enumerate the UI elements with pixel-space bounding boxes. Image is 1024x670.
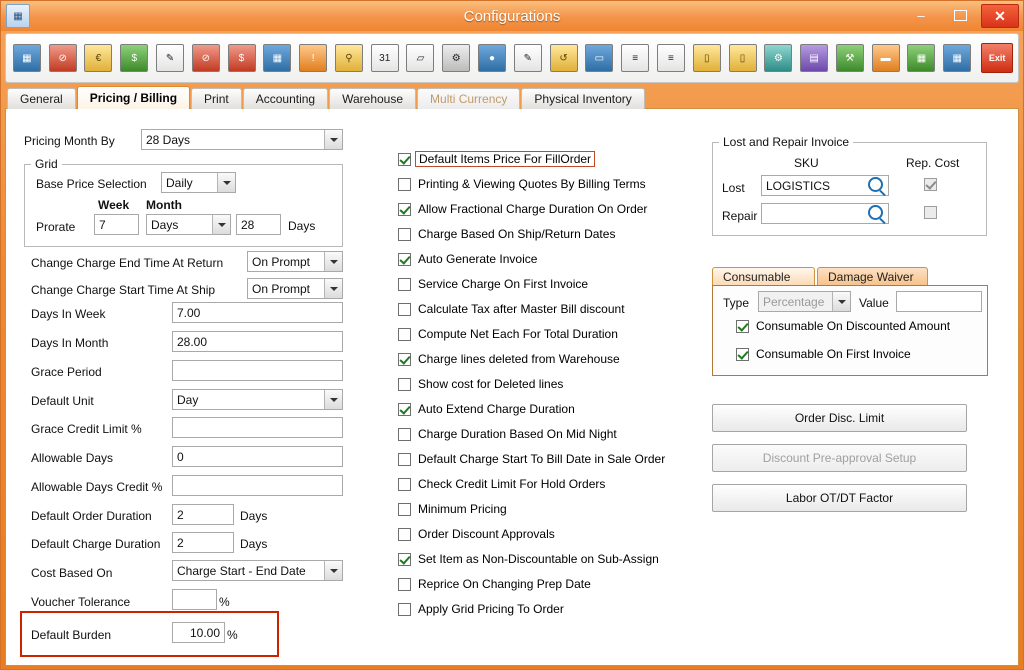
toolbar-button-labor[interactable]	[833, 37, 867, 79]
checkbox-allow-fractional-charge[interactable]	[398, 201, 647, 217]
cancel-icon: ⊘	[192, 44, 220, 72]
chevron-down-icon	[330, 398, 338, 402]
chevron-down-icon	[330, 260, 338, 264]
save-icon: ▦	[13, 44, 41, 72]
toolbar-button-report-search[interactable]	[654, 37, 688, 79]
report-search-icon: ≡	[657, 44, 685, 72]
toolbar-button-delete[interactable]	[46, 37, 80, 79]
card-icon: ▭	[585, 44, 613, 72]
calendar-icon: 31	[371, 44, 399, 72]
checkbox-indicator	[398, 428, 411, 441]
checkbox-label: Show cost for Deleted lines	[418, 377, 564, 391]
order-disc-limit-label: Order Disc. Limit	[794, 411, 885, 425]
change-charge-start-time-select[interactable]	[247, 278, 343, 299]
change-charge-end-time-select[interactable]	[247, 251, 343, 272]
document-alert-icon: !	[299, 44, 327, 72]
edit-icon: ✎	[156, 44, 184, 72]
checkbox-auto-generate-invoice[interactable]	[398, 251, 537, 267]
chevron-down-icon	[330, 287, 338, 291]
checkbox-indicator	[398, 578, 411, 591]
change-charge-start-time-value: On Prompt	[252, 282, 311, 296]
toolbar-button-table-blue[interactable]	[940, 37, 974, 79]
toolbar-button-color-wheel[interactable]	[475, 37, 509, 79]
default-unit-label: Default Unit	[31, 394, 94, 408]
days-in-month-input[interactable]: 28.00	[172, 331, 343, 352]
checkbox-indicator	[398, 378, 411, 391]
grace-credit-limit-label: Grace Credit Limit %	[31, 422, 142, 436]
checkbox-label: Auto Generate Invoice	[418, 252, 538, 266]
allowable-days-input[interactable]: 0	[172, 446, 343, 467]
checkbox-reprice-changing-prep-date[interactable]	[398, 576, 591, 592]
cost-based-on-select[interactable]	[172, 560, 343, 581]
tab-print[interactable]: Print	[191, 88, 242, 109]
checkbox-printing-viewing-quotes[interactable]	[398, 176, 646, 192]
lost-repair-invoice-legend: Lost and Repair Invoice	[723, 135, 850, 149]
checkbox-indicator	[398, 303, 411, 316]
toolbar-button-money[interactable]	[117, 37, 151, 79]
currency-icon: €	[84, 44, 112, 72]
default-unit-select[interactable]	[172, 389, 343, 410]
color-wheel-icon: ●	[478, 44, 506, 72]
sku-column-header: SKU	[794, 156, 819, 170]
checkbox-label: Consumable On Discounted Amount	[756, 319, 951, 333]
pricing-month-by-select[interactable]	[141, 129, 343, 150]
cost-based-on-label: Cost Based On	[31, 566, 113, 580]
labor-icon: ⚒	[836, 44, 864, 72]
tab-accounting[interactable]: Accounting	[243, 88, 328, 109]
change-charge-end-time-value: On Prompt	[252, 255, 311, 269]
checkbox-indicator	[398, 453, 411, 466]
labor-ot-dt-factor-button[interactable]	[712, 484, 967, 512]
labor-ot-dt-factor-label: Labor OT/DT Factor	[785, 491, 894, 505]
consumable-value-label: Value	[859, 296, 889, 310]
chevron-down-icon	[223, 181, 231, 185]
pricing-month-by-value: 28 Days	[146, 133, 191, 147]
checkbox-auto-extend-charge-duration[interactable]	[398, 401, 575, 417]
checkbox-show-cost-deleted-lines[interactable]	[398, 376, 563, 392]
chevron-down-icon	[330, 138, 338, 142]
checkbox-consumable-on-first-invoice[interactable]	[736, 346, 911, 362]
toolbar-button-paint[interactable]	[511, 37, 545, 79]
table-green-icon: ▦	[907, 44, 935, 72]
default-charge-duration-input[interactable]: 2	[172, 532, 234, 553]
checkbox-label: Charge Duration Based On Mid Night	[418, 427, 617, 441]
grace-credit-limit-input[interactable]	[172, 417, 343, 438]
toolbar-button-exit[interactable]	[980, 37, 1014, 79]
tab-damage-waiver[interactable]: Damage Waiver	[817, 267, 928, 286]
refresh-icon: ↺	[550, 44, 578, 72]
base-price-selection-label: Base Price Selection	[36, 177, 147, 191]
change-charge-start-time-label: Change Charge Start Time At Ship	[31, 283, 216, 297]
checkbox-label: Charge Based On Ship/Return Dates	[418, 227, 616, 241]
grace-period-input[interactable]	[172, 360, 343, 381]
clipboard-icon: ▤	[800, 44, 828, 72]
main-toolbar	[5, 33, 1019, 83]
checkbox-indicator	[736, 320, 749, 333]
default-burden-label: Default Burden	[31, 628, 112, 642]
lost-row-label: Lost	[722, 181, 745, 195]
checkbox-label: Minimum Pricing	[418, 502, 507, 516]
checkbox-indicator	[398, 328, 411, 341]
toolbar-button-scroll-doc[interactable]	[690, 37, 724, 79]
prorate-week-input[interactable]: 7	[94, 214, 139, 235]
toolbar-button-settings[interactable]	[439, 37, 473, 79]
consumable-value-input[interactable]	[896, 291, 982, 312]
briefcase-icon: ▬	[872, 44, 900, 72]
repair-row-label: Repair	[722, 209, 758, 223]
toolbar-button-ruler[interactable]	[404, 37, 438, 79]
allowable-days-credit-input[interactable]	[172, 475, 343, 496]
checkbox-label: Allow Fractional Charge Duration On Order	[418, 202, 648, 216]
toolbar-button-grid[interactable]	[260, 37, 294, 79]
checkbox-indicator	[398, 553, 411, 566]
toolbar-button-refresh[interactable]	[547, 37, 581, 79]
toolbar-button-currency[interactable]	[82, 37, 116, 79]
tab-pricing-billing[interactable]: Pricing / Billing	[77, 86, 190, 109]
pricing-billing-panel	[5, 108, 1019, 666]
tab-strip	[7, 87, 1019, 109]
close-button[interactable]: ✕	[981, 4, 1019, 28]
default-burden-unit: %	[227, 628, 238, 642]
checkbox-order-discount-approvals[interactable]	[398, 526, 555, 542]
checkbox-label: Order Discount Approvals	[418, 527, 555, 541]
default-order-duration-input[interactable]: 2	[172, 504, 234, 525]
checkbox-default-items-price[interactable]	[398, 151, 595, 167]
week-column-header: Week	[98, 198, 130, 212]
default-charge-duration-label: Default Charge Duration	[31, 537, 161, 551]
cost-based-on-value: Charge Start - End Date	[177, 564, 306, 578]
allowable-days-label: Allowable Days	[31, 451, 114, 465]
change-charge-end-time-label: Change Charge End Time At Return	[31, 256, 224, 270]
checkbox-label: Set Item as Non-Discountable on Sub-Assign	[418, 552, 659, 566]
base-price-selection-value: Daily	[166, 176, 193, 190]
grid-icon: ▦	[263, 44, 291, 72]
rep-cost-column-header: Rep. Cost	[906, 156, 960, 170]
toolbar-button-edit[interactable]	[153, 37, 187, 79]
tab-warehouse[interactable]: Warehouse	[329, 88, 416, 109]
checkbox-calculate-tax-after-master-bill[interactable]	[398, 301, 625, 317]
checkbox-label: Check Credit Limit For Hold Orders	[418, 477, 606, 491]
checkbox-set-item-non-discountable[interactable]	[398, 551, 659, 567]
tab-general[interactable]: General	[7, 88, 76, 109]
repair-sku-search-icon[interactable]	[868, 205, 883, 220]
pricing-month-by-label: Pricing Month By	[24, 134, 115, 148]
prorate-month-unit-label: Days	[288, 219, 316, 233]
grid-group-legend: Grid	[35, 157, 58, 171]
lost-rep-cost-checkbox[interactable]	[924, 178, 937, 191]
toolbar-button-briefcase[interactable]	[869, 37, 903, 79]
toolbar-button-clipboard[interactable]	[797, 37, 831, 79]
chevron-down-icon	[218, 223, 226, 227]
toolbar-button-save[interactable]	[10, 37, 44, 79]
days-in-month-label: Days In Month	[31, 336, 109, 350]
tab-multi-currency: Multi Currency	[417, 88, 520, 109]
price-tag-icon: $	[228, 44, 256, 72]
checkbox-apply-grid-pricing-order[interactable]	[398, 601, 564, 617]
maximize-button[interactable]	[942, 4, 978, 26]
checkbox-indicator	[398, 478, 411, 491]
checkbox-label: Compute Net Each For Total Duration	[418, 327, 618, 341]
app-icon: ▦	[6, 4, 30, 28]
consumable-type-value: Percentage	[763, 295, 825, 309]
checkbox-label: Printing & Viewing Quotes By Billing Terms	[418, 177, 646, 191]
checkbox-indicator	[398, 403, 411, 416]
checkbox-label: Default Items Price For FillOrder	[415, 151, 595, 167]
window-controls	[903, 4, 1019, 28]
checkbox-default-charge-start-bill-date[interactable]	[398, 451, 665, 467]
checkbox-indicator	[398, 603, 411, 616]
delete-icon: ⊘	[49, 44, 77, 72]
default-burden-input[interactable]: 10.00	[172, 622, 225, 643]
discount-preapproval-setup-button	[712, 444, 967, 472]
gear-icon: ⚙	[442, 44, 470, 72]
checkbox-charge-based-ship-return[interactable]	[398, 226, 615, 242]
grace-period-label: Grace Period	[31, 365, 102, 379]
checkbox-indicator	[398, 528, 411, 541]
toolbar-button-cancel[interactable]	[189, 37, 223, 79]
checkbox-indicator	[398, 353, 411, 366]
toolbar-button-gear-config[interactable]	[761, 37, 795, 79]
allowable-days-credit-label: Allowable Days Credit %	[31, 480, 163, 494]
consumable-type-select[interactable]	[758, 291, 851, 312]
checkbox-indicator	[398, 253, 411, 266]
consumable-type-label: Type	[723, 296, 750, 310]
minimize-button[interactable]: –	[917, 7, 925, 23]
checkbox-indicator	[398, 228, 411, 241]
days-in-week-label: Days In Week	[31, 307, 106, 321]
checkbox-minimum-pricing[interactable]	[398, 501, 507, 517]
checkbox-label: Charge lines deleted from Warehouse	[418, 352, 620, 366]
prorate-week-unit-value: Days	[151, 218, 179, 232]
tab-consumable[interactable]: Consumable	[712, 267, 815, 286]
folder-search-icon: ⚲	[335, 44, 363, 72]
scroll-doc-2-icon: ▯	[729, 44, 757, 72]
prorate-month-input[interactable]: 28	[236, 214, 281, 235]
toolbar-button-blue-card[interactable]	[583, 37, 617, 79]
toolbar-button-report[interactable]	[618, 37, 652, 79]
checkbox-indicator	[736, 348, 749, 361]
lost-sku-search-icon[interactable]	[868, 177, 883, 192]
voucher-tolerance-unit: %	[219, 595, 230, 609]
voucher-tolerance-input[interactable]	[172, 589, 217, 610]
exit-icon: Exit	[981, 43, 1013, 73]
chevron-down-icon	[330, 569, 338, 573]
paint-brush-icon: ✎	[514, 44, 542, 72]
toolbar-button-table-green[interactable]	[905, 37, 939, 79]
checkbox-label: Default Charge Start To Bill Date in Sale Order	[418, 452, 666, 466]
days-in-week-input[interactable]: 7.00	[172, 302, 343, 323]
ruler-icon: ▱	[406, 44, 434, 72]
checkbox-label: Reprice On Changing Prep Date	[418, 577, 591, 591]
checkbox-label: Service Charge On First Invoice	[418, 277, 589, 291]
window-title: Configurations	[463, 7, 561, 25]
base-price-selection-select[interactable]	[161, 172, 236, 193]
repair-rep-cost-checkbox[interactable]	[924, 206, 937, 219]
scroll-doc-icon: ▯	[693, 44, 721, 72]
discount-preapproval-setup-label: Discount Pre-approval Setup	[762, 451, 917, 465]
default-charge-duration-unit: Days	[240, 537, 268, 551]
checkbox-indicator	[398, 178, 411, 191]
default-order-duration-label: Default Order Duration	[31, 509, 152, 523]
tab-physical-inventory[interactable]: Physical Inventory	[521, 88, 644, 109]
prorate-label: Prorate	[36, 220, 76, 234]
checkbox-charge-lines-deleted[interactable]	[398, 351, 620, 367]
report-icon: ≡	[621, 44, 649, 72]
money-icon: $	[120, 44, 148, 72]
checkbox-indicator	[398, 203, 411, 216]
checkbox-indicator	[398, 503, 411, 516]
checkbox-check-credit-limit-hold-orders[interactable]	[398, 476, 605, 492]
checkbox-indicator	[398, 278, 411, 291]
order-disc-limit-button[interactable]	[712, 404, 967, 432]
checkbox-label: Auto Extend Charge Duration	[418, 402, 575, 416]
toolbar-button-calendar[interactable]	[368, 37, 402, 79]
default-unit-value: Day	[177, 393, 199, 407]
status-bar	[1, 655, 1023, 669]
checkbox-label: Consumable On First Invoice	[756, 347, 911, 361]
toolbar-button-scroll-doc-2[interactable]	[726, 37, 760, 79]
checkbox-charge-duration-midnight[interactable]	[398, 426, 617, 442]
default-order-duration-unit: Days	[240, 509, 268, 523]
table-blue-icon: ▦	[943, 44, 971, 72]
checkbox-label: Apply Grid Pricing To Order	[418, 602, 564, 616]
chevron-down-icon	[838, 300, 846, 304]
prorate-week-unit-select[interactable]	[146, 214, 231, 235]
title-bar	[1, 1, 1023, 31]
toolbar-button-folder-search[interactable]	[332, 37, 366, 79]
month-column-header: Month	[146, 198, 182, 212]
checkbox-indicator	[398, 153, 411, 166]
checkbox-service-charge-first-invoice[interactable]	[398, 276, 588, 292]
checkbox-label: Calculate Tax after Master Bill discount	[418, 302, 625, 316]
checkbox-compute-net-each[interactable]	[398, 326, 618, 342]
checkbox-consumable-on-discounted-amount[interactable]	[736, 318, 950, 334]
lost-sku-input[interactable]: LOGISTICS	[761, 175, 889, 196]
gear-config-icon: ⚙	[764, 44, 792, 72]
toolbar-button-price-tag[interactable]	[225, 37, 259, 79]
voucher-tolerance-label: Voucher Tolerance	[31, 595, 131, 609]
toolbar-button-document-alert[interactable]	[296, 37, 330, 79]
